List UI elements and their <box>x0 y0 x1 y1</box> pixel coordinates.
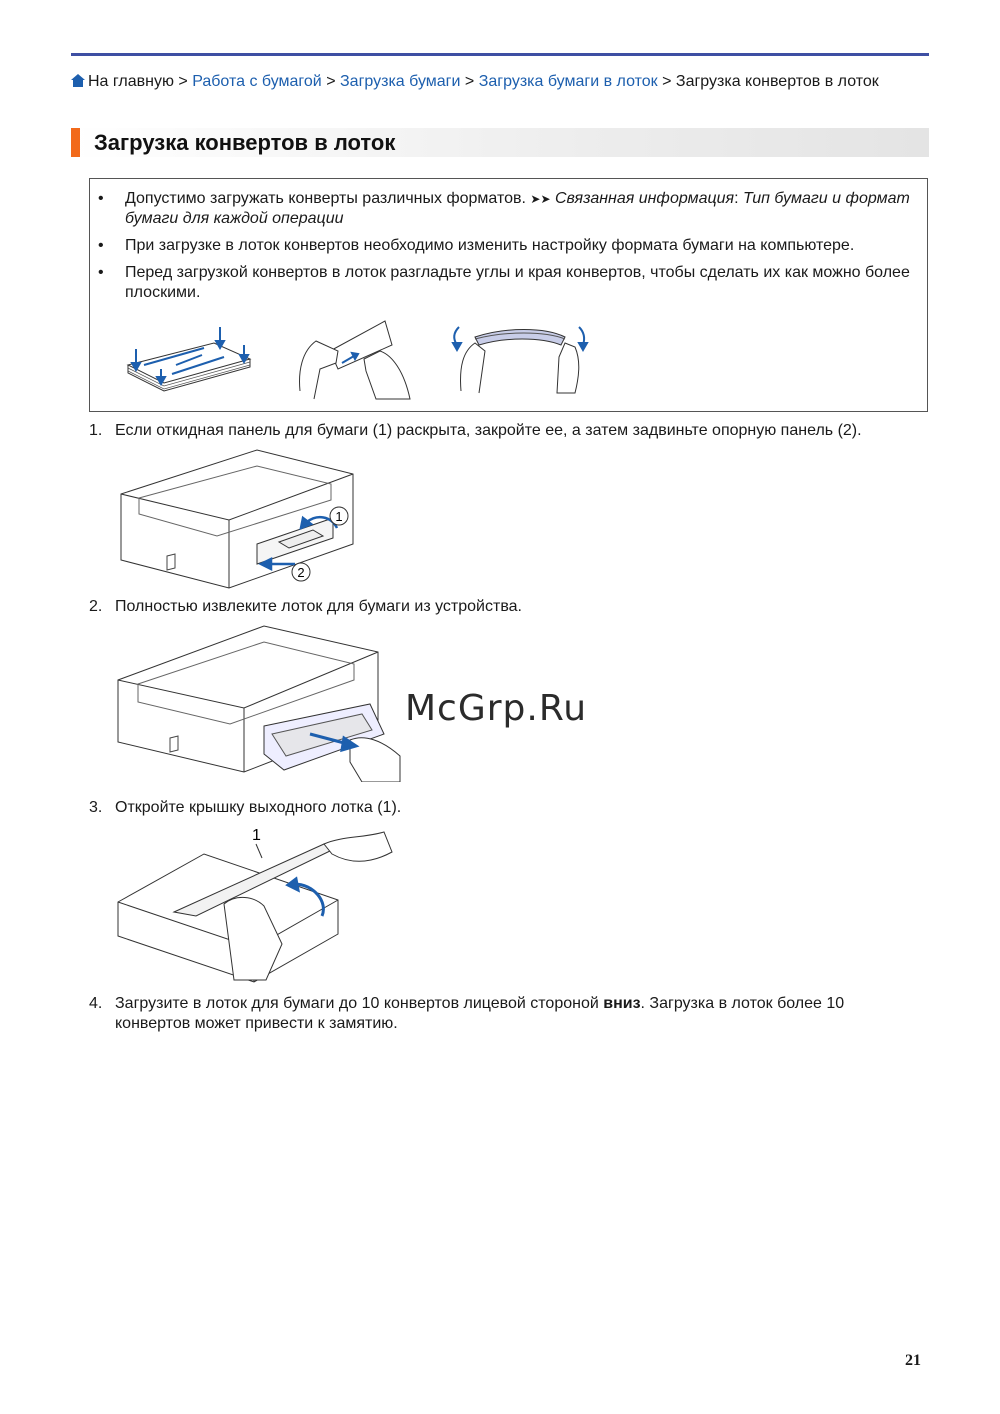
step-text-part: Загрузите в лоток для бумаги до 10 конвертов лицевой стороной <box>115 995 599 1012</box>
breadcrumb-separator: > <box>662 73 672 90</box>
bullet: • <box>98 237 104 254</box>
breadcrumb <box>71 71 931 92</box>
note-box: • Допустимо загружать конверты различных форматов. ➤➤ Связанная информация: Тип бумаги и формат бумаги для каждой операции • При загрузке в лоток конвертов необходимо изменить настройку формата бумаги на компьютере. • Перед загрузкой конвертов в лоток разгладьте углы и края конвертов, чтобы сделать их как можно более плоскими. <box>89 178 928 412</box>
envelope-stack-illustration <box>124 321 254 393</box>
double-arrow-icon: ➤➤ <box>530 192 551 206</box>
breadcrumb-link-load-paper[interactable]: Загрузка бумаги <box>340 73 461 90</box>
flattening-envelopes-illustration <box>445 317 595 397</box>
step-text: Если откидная панель для бумаги (1) раскрыта, закройте ее, а затем задвиньте опорную панель (2). <box>115 422 862 439</box>
bullet: • <box>98 264 104 281</box>
step-number: 3. <box>89 799 103 816</box>
page-title: Загрузка конвертов в лоток <box>94 130 396 155</box>
remove-paper-tray-illustration <box>114 622 404 782</box>
callout-1: 1 <box>252 827 261 844</box>
watermark: McGrp.Ru <box>405 688 588 729</box>
step-text: Откройте крышку выходного лотка (1). <box>115 799 402 816</box>
callout-1: 1 <box>335 509 343 524</box>
step-text-emphasis: вниз <box>603 995 641 1012</box>
smoothing-envelope-illustration <box>280 311 420 403</box>
home-icon[interactable] <box>71 74 85 87</box>
callout-2: 2 <box>297 565 305 580</box>
top-rule <box>71 53 929 56</box>
breadcrumb-current: Загрузка конвертов в лоток <box>675 73 879 90</box>
breadcrumb-separator: > <box>464 73 475 90</box>
breadcrumb-separator: > <box>326 73 336 90</box>
title-accent <box>71 128 80 157</box>
open-output-tray-cover-illustration <box>114 824 394 986</box>
note-text: При загрузке в лоток конвертов необходимо изменить настройку формата бумаги на компьютере. <box>125 237 855 254</box>
step-number: 1. <box>89 422 103 439</box>
step-number: 4. <box>89 995 103 1012</box>
step-text-part: . Загрузка в лоток более 10 конвертов может привести к замятию. <box>115 995 845 1032</box>
note-text: Перед загрузкой конвертов в лоток разгладьте углы и края конвертов, чтобы сделать их как можно более плоскими. <box>125 264 910 301</box>
breadcrumb-home[interactable]: На главную <box>88 73 174 90</box>
breadcrumb-separator: > <box>178 73 188 90</box>
step-text <box>115 994 915 1034</box>
breadcrumb-link-load-paper-tray[interactable]: Загрузка бумаги в лоток <box>478 73 658 90</box>
note-text: Допустимо загружать конверты различных форматов. <box>125 190 526 207</box>
related-info-label: Связанная информация <box>554 190 735 207</box>
page-number: 21 <box>905 1352 921 1369</box>
step-number: 2. <box>89 598 103 615</box>
page-title-bar <box>71 128 929 157</box>
breadcrumb-link-paper-handling[interactable]: Работа с бумагой <box>192 73 322 90</box>
step-text: Полностью извлеките лоток для бумаги из устройства. <box>115 598 522 615</box>
related-info-link[interactable]: Тип бумаги и формат бумаги для каждой операции <box>125 190 910 227</box>
bullet: • <box>98 190 104 207</box>
close-support-flap-illustration <box>117 448 357 590</box>
